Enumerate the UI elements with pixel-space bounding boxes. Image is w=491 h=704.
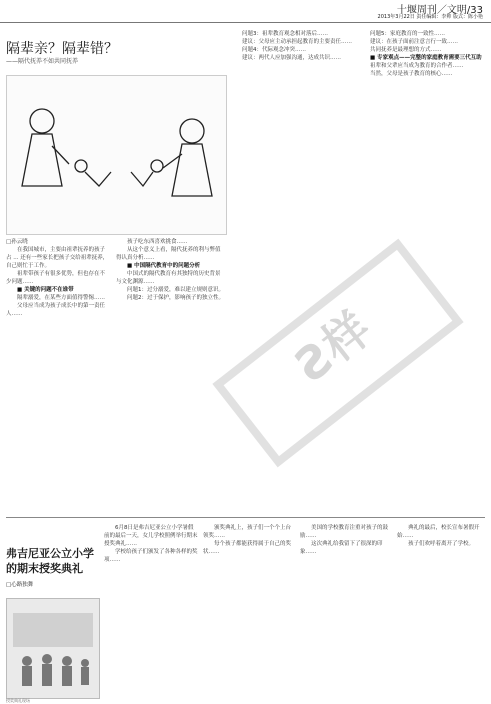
paragraph: 学校给孩子们颁发了各种各样的奖项……: [104, 549, 198, 563]
ceremony-photo: [6, 598, 100, 699]
paragraph: 颁奖典礼上，孩子们一个个上台领奖……: [203, 525, 292, 539]
paragraph: 问题3：祖辈教育观念相对落后……: [242, 31, 329, 37]
paragraph: 建议：两代人应加强沟通，达成共识……: [242, 55, 342, 61]
article2-column-3: [300, 524, 392, 700]
paragraph: 每个孩子都能获得属于自己的奖状……: [203, 541, 292, 555]
paragraph: 问题2：过于保护，影响孩子的独立性。: [127, 295, 225, 301]
paragraph: 当然，父母是孩子教育的核心……: [370, 71, 453, 77]
article2-title: 弗吉尼亚公立小学的期末授奖典礼: [6, 547, 94, 575]
article-subtitle: ——隔代抚养不如共同抚养: [6, 58, 79, 65]
paragraph: 祖辈带孩子有很多优势，但也存在不少问题……: [6, 271, 106, 285]
cartoon-illustration: [6, 75, 227, 235]
article-title: 隔辈亲？隔辈错？: [6, 41, 118, 57]
paragraph: 这次典礼给我留下了很深的印象……: [300, 541, 383, 555]
article1-column-2: [116, 238, 225, 510]
article2-column-2: [203, 524, 295, 700]
page-header: [0, 0, 491, 23]
article2-column-1: [104, 524, 198, 700]
section-heading: ■ 专家观点——完整的家庭教育需要三代互助: [370, 55, 482, 61]
paragraph: 孩子们欢呼着离开了学校。: [408, 541, 475, 547]
paragraph: 父母应当成为孩子成长中的第一责任人……: [6, 303, 106, 317]
article-divider: [6, 517, 485, 518]
paragraph: 问题1：过分溺爱，难以建立规则意识。: [127, 287, 225, 293]
date-line: 2013年3月22日 责任编辑：李帅 版式：陈小艳: [377, 14, 483, 20]
paragraph: 隔辈溺爱，在某些方面值得警惕……: [17, 295, 106, 301]
photo-caption: 授奖典礼现场: [6, 698, 30, 703]
author-line: □孙云晓: [6, 239, 28, 245]
article1-column-1: [6, 238, 110, 510]
paragraph: 典礼的最后，校长宣布暑假开始……: [397, 525, 480, 539]
paragraph: 祖辈和父辈应当成为教育的合作者……: [370, 63, 464, 69]
section-title: 十堰周刊／文明/33: [396, 5, 483, 16]
paragraph: 从这个意义上看，隔代抚养的利与弊值得认真分析……: [116, 247, 221, 261]
paragraph: 孩子吃东西喜欢挑食……: [127, 239, 188, 245]
paragraph: 6月8日是弗吉尼亚公立小学暑假前的最后一天，女儿学校照例举行期末授奖典礼……: [104, 525, 198, 547]
section-heading: ■ 关键的问题不在谁带: [17, 287, 74, 293]
watermark-stamp: Ƨ样: [212, 239, 463, 468]
paragraph: 建议：父母应主动承担起教育的主要责任……: [242, 39, 353, 45]
paragraph: 中国式的隔代教育有其独特的历史背景与文化渊源……: [116, 271, 221, 285]
paragraph: 美国的学校教育注重对孩子的鼓励……: [300, 525, 389, 539]
paragraph: 建议：在孩子面前注意言行一致……: [370, 39, 459, 45]
paragraph: 共同抚养是最理想的方式……: [370, 47, 442, 53]
article2-column-4: [397, 524, 485, 700]
paragraph: 问题4：代际观念冲突……: [242, 47, 306, 53]
paragraph: 问题5：家庭教育的一致性……: [370, 31, 446, 37]
paragraph: 在我国城市，主要由祖辈抚养的孩子占 ... 还有一些家长把孩子交给祖辈抚养，自己则忙于工作。: [6, 247, 109, 269]
section-heading: ■ 中国隔代教育中的问题分析: [127, 263, 201, 269]
article2-author: □心路独舞: [6, 582, 34, 588]
